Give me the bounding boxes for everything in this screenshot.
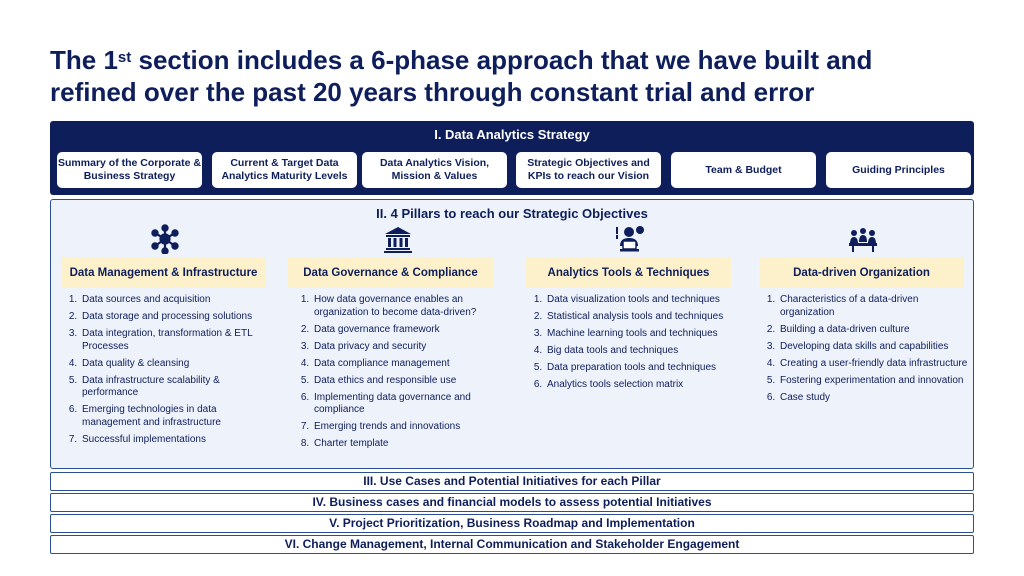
pillar-list-data-governance [295,294,507,455]
strategy-box-corporate-summary: Summary of the Corporate & Business Strategy [57,152,202,188]
pillars-section [50,199,974,469]
list-item: 2. Building a data-driven culture [778,324,973,337]
title-line1-start: The 1 [50,45,118,75]
strategy-box-objectives-kpis: Strategic Objectives and KPIs to reach our Vision [516,152,661,188]
list-item: 1. How data governance enables an organization to become data-driven? [312,294,507,319]
list-item: 2. Data governance framework [312,324,507,337]
strategy-section [50,121,974,195]
phase-bar-business-cases: IV. Business cases and financial models to assess potential Initiatives [50,493,974,512]
list-item: 2. Data storage and processing solutions [80,311,275,324]
list-item: 3. Data integration, transformation & ETL Processes [80,328,275,353]
list-item: 4. Creating a user-friendly data infrastructure [778,358,973,371]
list-item: 3. Machine learning tools and techniques [545,328,740,341]
list-item: 3. Developing data skills and capabilities [778,341,973,354]
strategy-box-team-budget: Team & Budget [671,152,816,188]
title-line2: refined over the past 20 years through constant trial and error [50,77,815,107]
analyst-laptop-icon [615,224,645,254]
government-building-icon [383,224,413,254]
title-line1-end: section includes a 6-phase approach that we have built and [131,45,873,75]
network-hub-icon [150,224,180,254]
list-item: 1. Data visualization tools and techniques [545,294,740,307]
title-superscript: st [117,49,132,66]
strategy-box-guiding-principles: Guiding Principles [826,152,971,188]
list-item: 5. Data preparation tools and techniques [545,362,740,375]
list-item: 5. Data infrastructure scalability & performance [80,375,275,400]
phase-bar-prioritization: V. Project Prioritization, Business Roadmap and Implementation [50,514,974,533]
list-item: 8. Charter template [312,438,507,451]
pillar-label-data-driven-org: Data-driven Organization [759,257,964,288]
strategy-box-maturity-levels: Current & Target Data Analytics Maturity Levels [212,152,357,188]
list-item: 1. Data sources and acquisition [80,294,275,307]
pillar-label-data-governance: Data Governance & Compliance [288,257,493,288]
list-item: 4. Big data tools and techniques [545,345,740,358]
list-item: 1. Characteristics of a data-driven organization [778,294,973,319]
list-item: 5. Data ethics and responsible use [312,375,507,388]
pillar-list-data-driven-org [761,294,973,409]
pillar-label-analytics-tools: Analytics Tools & Techniques [526,257,731,288]
list-item: 6. Case study [778,392,973,405]
list-item: 3. Data privacy and security [312,341,507,354]
list-item: 4. Data quality & cleansing [80,358,275,371]
list-item: 7. Successful implementations [80,434,275,447]
list-item: 7. Emerging trends and innovations [312,421,507,434]
phase-bar-change-management: VI. Change Management, Internal Communication and Stakeholder Engagement [50,535,974,554]
team-meeting-icon [848,224,878,254]
pillar-list-data-management [63,294,275,451]
list-item: 6. Analytics tools selection matrix [545,379,740,392]
page-title [50,44,970,108]
pillars-title: II. 4 Pillars to reach our Strategic Objectives [376,206,648,221]
pillar-list-analytics-tools [528,294,740,396]
list-item: 2. Statistical analysis tools and techniques [545,311,740,324]
strategy-box-vision-mission: Data Analytics Vision, Mission & Values [362,152,507,188]
list-item: 6. Emerging technologies in data management and infrastructure [80,404,275,429]
list-item: 5. Fostering experimentation and innovation [778,375,973,388]
pillar-label-data-management: Data Management & Infrastructure [61,257,266,288]
strategy-title: I. Data Analytics Strategy [434,127,590,142]
list-item: 6. Implementing data governance and compliance [312,392,507,417]
phase-bar-use-cases: III. Use Cases and Potential Initiatives for each Pillar [50,472,974,491]
list-item: 4. Data compliance management [312,358,507,371]
